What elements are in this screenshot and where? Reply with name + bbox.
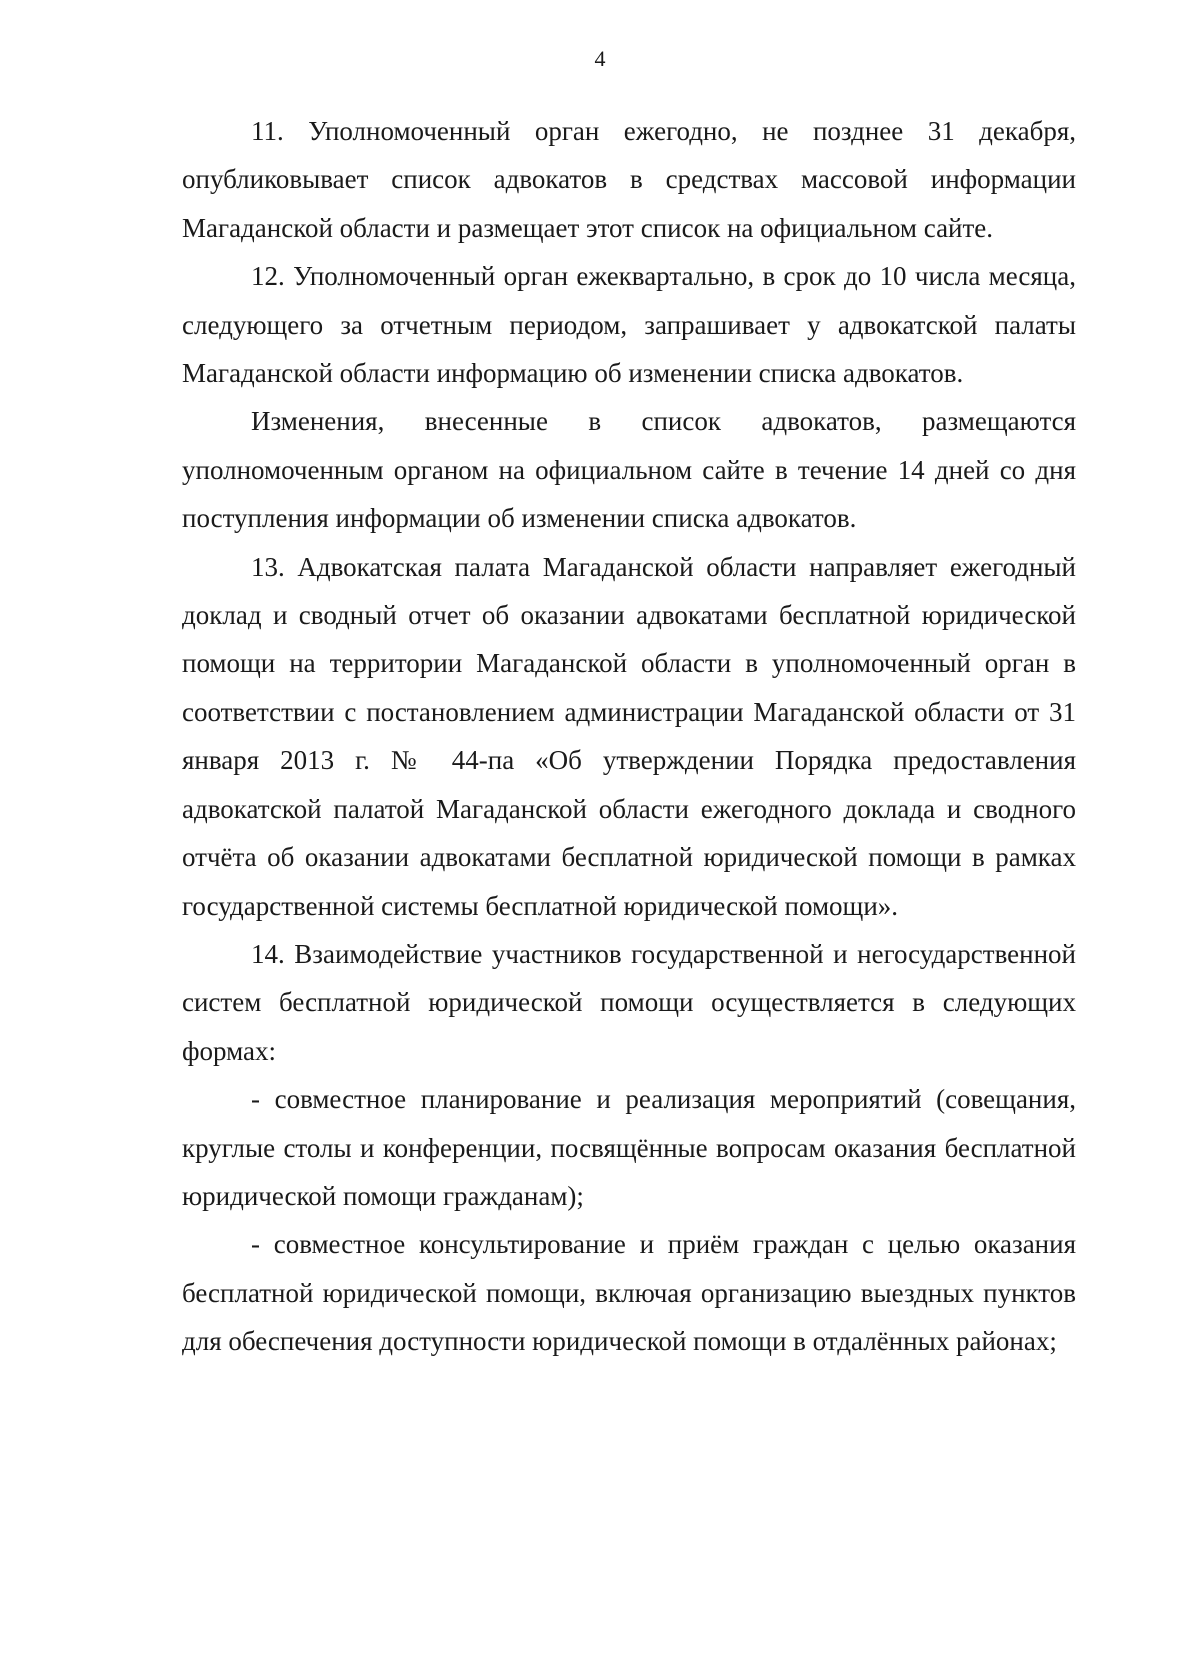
paragraph-11: 11. Уполномоченный орган ежегодно, не позднее 31 декабря, опубликовывает список адвокатов в средствах массовой информации Магаданской области и размещает этот список на официальном сайте. bbox=[182, 116, 1076, 243]
paragraph-12: 12. Уполномоченный орган ежеквартально, в срок до 10 числа месяца, следующего за отчетным периодом, запрашивает у адвокатской палаты Магаданской области информацию об изменении списка адвокатов. bbox=[182, 261, 1076, 389]
document-body bbox=[182, 107, 1076, 1366]
page-number: 4 bbox=[594, 46, 606, 71]
paragraph-14: 14. Взаимодействие участников государственной и негосударственной систем бесплатной юридической помощи осуществляется в следующих формах: bbox=[182, 938, 1076, 1066]
list-item-joint-consulting: - совместное консультирование и приём граждан с целью оказания бесплатной юридической помощи, включая организацию выездных пунктов для обеспечения доступности юридической помощи в отдалённых районах; bbox=[182, 1229, 1076, 1357]
paragraph-12-changes: Изменения, внесенные в список адвокатов, размещаются уполномоченным органом на официальном сайте в течение 14 дней со дня поступления информации об изменении списка адвокатов. bbox=[182, 406, 1076, 534]
list-item-joint-planning: - совместное планирование и реализация мероприятий (совещания, круглые столы и конференции, посвящённые вопросам оказания бесплатной юридической помощи гражданам); bbox=[182, 1084, 1076, 1211]
paragraph-13: 13. Адвокатская палата Магаданской области направляет ежегодный доклад и сводный отчет об оказании адвокатами бесплатной юридической помощи на территории Магаданской области в уполномоченный орган в соответствии с постановлением администрации Магаданской области от 31 января 2013 г. № 44-па «Об утверждении Порядка предоставления адвокатской палатой Магаданской области ежегодного доклада и сводного отчёта об оказании адвокатами бесплатной юридической помощи в рамках государственной системы бесплатной юридической помощи». bbox=[182, 551, 1076, 921]
